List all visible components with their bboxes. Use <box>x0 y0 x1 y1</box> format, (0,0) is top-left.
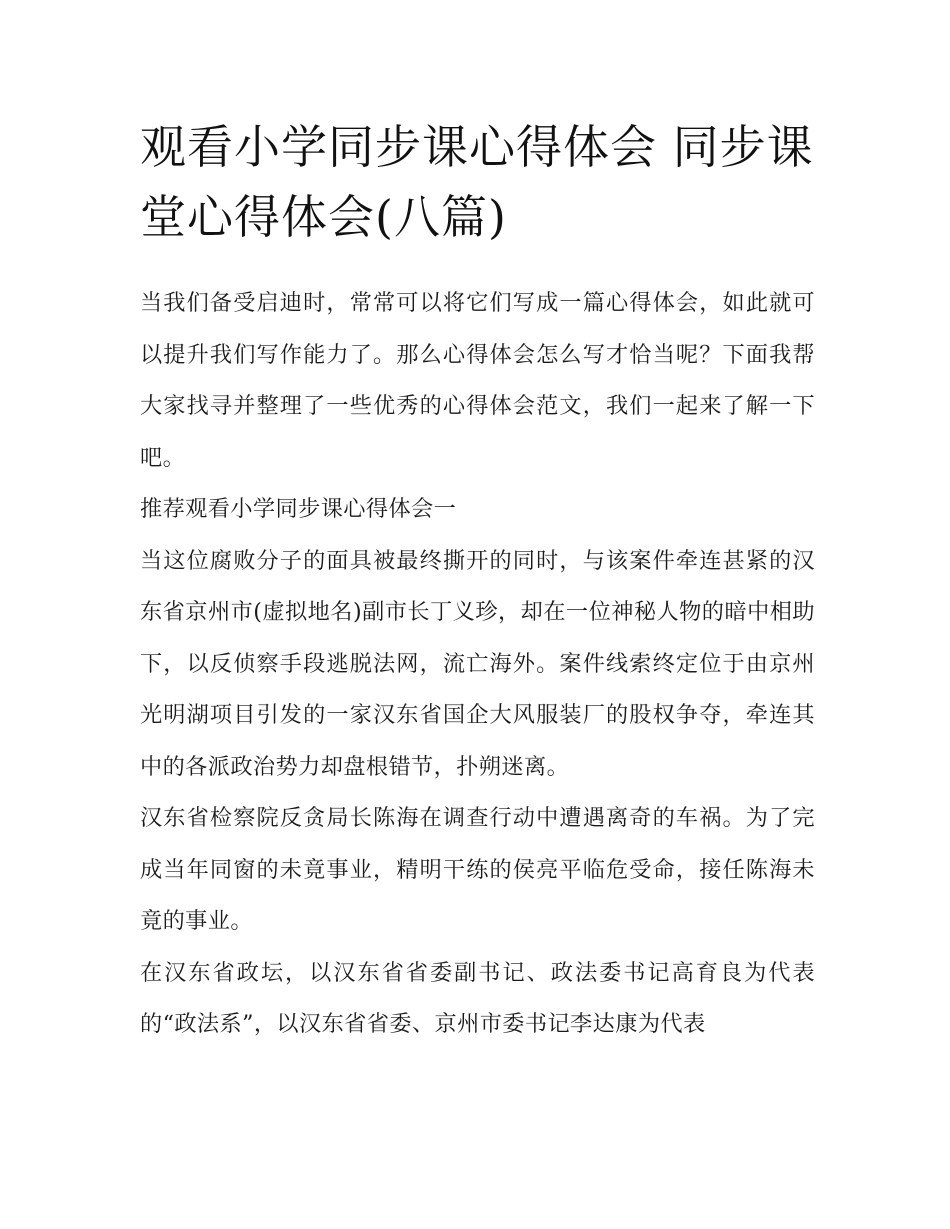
body-paragraph: 当这位腐败分子的面具被最终撕开的同时，与该案件牵连甚紧的汉东省京州市(虚拟地名)副市长丁义珍，却在一位神秘人物的暗中相助下，以反侦察手段逃脱法网，流亡海外。案件线索终定位于由京州光明湖项目引发的一家汉东省国企大风服装厂的股权争夺，牵连其中的各派政治势力却盘根错节，扑朔迷离。 <box>140 547 815 780</box>
body-paragraph: 在汉东省政坛，以汉东省省委副书记、政法委书记高育良为代表的“政法系”，以汉东省省委、京州市委书记李达康为代表 <box>140 959 815 1037</box>
document-body <box>140 278 815 1051</box>
section-heading: 推荐观看小学同步课心得体会一 <box>140 496 457 522</box>
body-paragraph: 汉东省检察院反贪局长陈海在调查行动中遭遇离奇的车祸。为了完成当年同窗的未竟事业，精明干练的侯亮平临危受命，接任陈海未竟的事业。 <box>140 805 815 934</box>
document-title: 观看小学同步课心得体会 同步课堂心得体会(八篇) <box>140 120 814 244</box>
intro-paragraph: 当我们备受启迪时，常常可以将它们写成一篇心得体会，如此就可以提升我们写作能力了。那么心得体会怎么写才恰当呢？下面我帮大家找寻并整理了一些优秀的心得体会范文，我们一起来了解一下吧。 <box>140 290 815 471</box>
